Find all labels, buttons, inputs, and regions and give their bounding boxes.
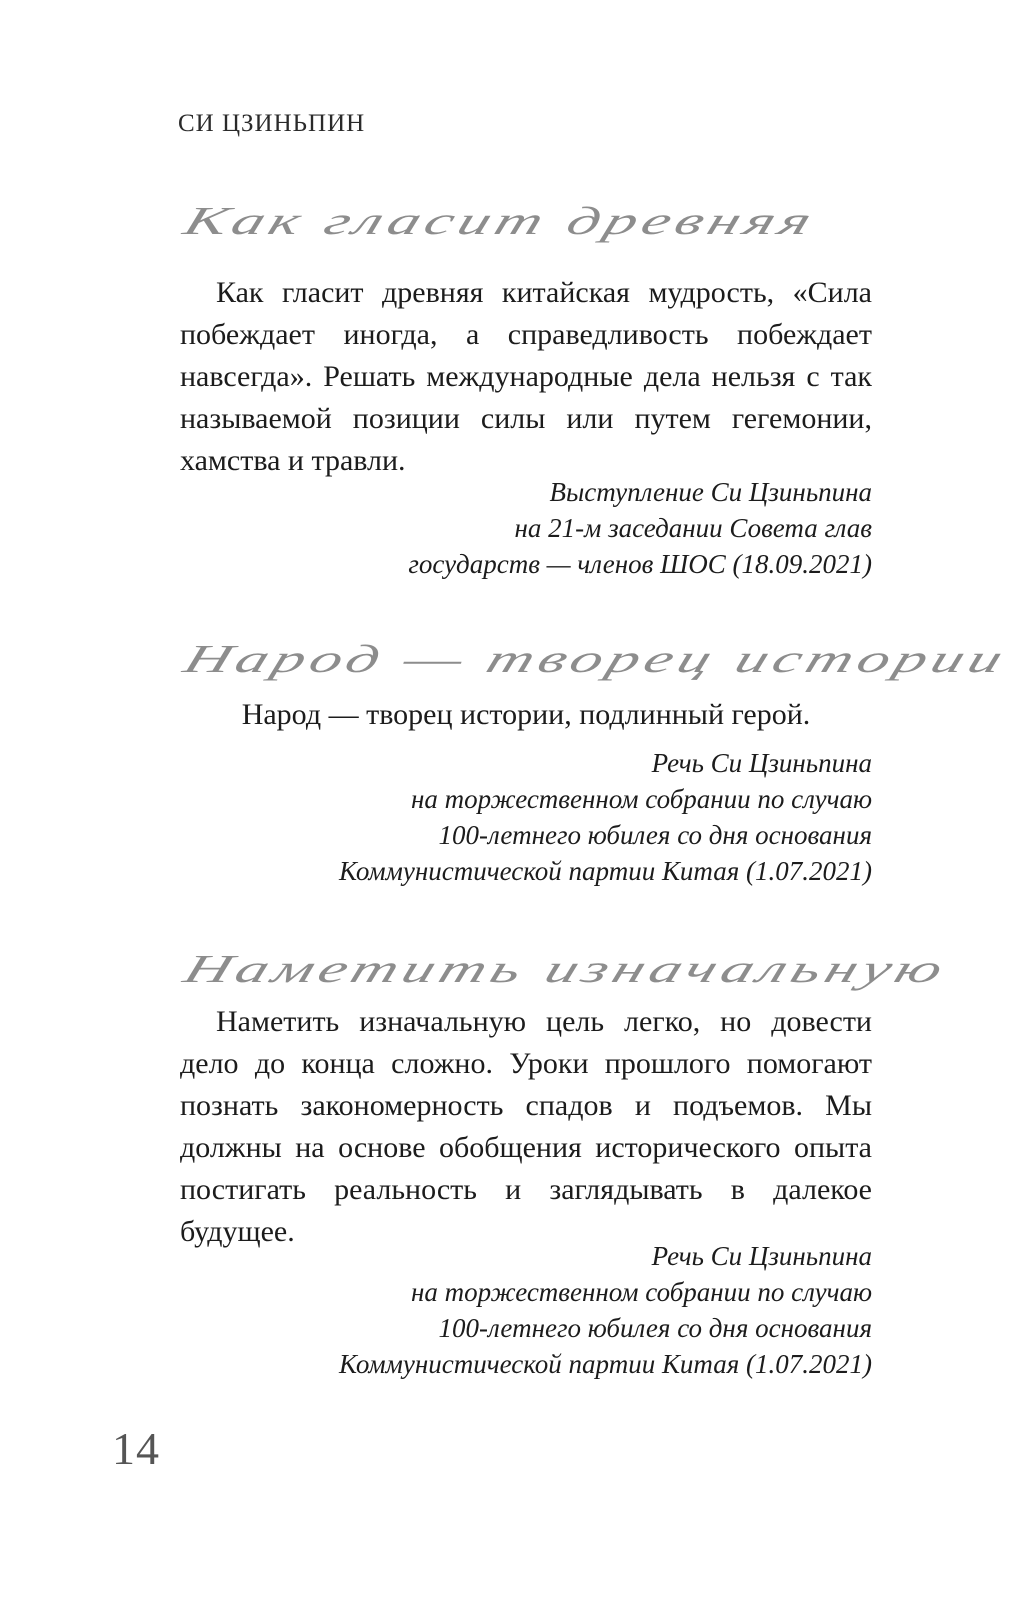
section-1-body-text: Как гласит древняя китайская мудрость, «Сила побеждает иногда, а справедливость побеждает навсегда». Решать международные дела нельзя с так называемой позиции силы или путем гегемонии, хамства и травли. bbox=[180, 276, 872, 477]
script-heading-2: Народ — творец истории bbox=[178, 636, 1014, 681]
section-3-body bbox=[180, 1001, 872, 1253]
source-line: Коммунистической партии Китая (1.07.2021) bbox=[339, 1349, 872, 1379]
script-heading-3: Наметить изначальную bbox=[178, 946, 954, 991]
script-heading-1: Как гласит древняя bbox=[178, 198, 823, 243]
section-1-body bbox=[180, 272, 872, 482]
section-3-source bbox=[172, 1238, 872, 1382]
source-line: на торжественном собрании по случаю bbox=[410, 1277, 872, 1307]
page-number: 14 bbox=[112, 1423, 160, 1474]
section-2-source bbox=[172, 745, 872, 889]
source-line: государств — членов ШОС (18.09.2021) bbox=[408, 549, 872, 579]
source-line: на 21-м заседании Совета глав bbox=[514, 513, 872, 543]
source-line: 100-летнего юбилея со дня основания bbox=[438, 820, 872, 850]
section-1-source bbox=[172, 474, 872, 582]
source-line: Речь Си Цзиньпина bbox=[651, 1241, 872, 1271]
section-3-body-text: Наметить изначальную цель легко, но довести дело до конца сложно. Уроки прошлого помогают познать закономерность спадов и подъемов. Мы должны на основе обобщения исторического опыта постигать реальность и заглядывать в далекое будущее. bbox=[180, 1005, 872, 1248]
source-line: 100-летнего юбилея со дня основания bbox=[438, 1313, 872, 1343]
source-line: Коммунистической партии Китая (1.07.2021) bbox=[339, 856, 872, 886]
running-head: СИ ЦЗИНЬПИН bbox=[178, 110, 366, 137]
source-line: на торжественном собрании по случаю bbox=[410, 784, 872, 814]
source-line: Речь Си Цзиньпина bbox=[651, 748, 872, 778]
source-line: Выступление Си Цзиньпина bbox=[549, 477, 872, 507]
section-2-body: Народ — творец истории, подлинный герой. bbox=[241, 698, 811, 731]
